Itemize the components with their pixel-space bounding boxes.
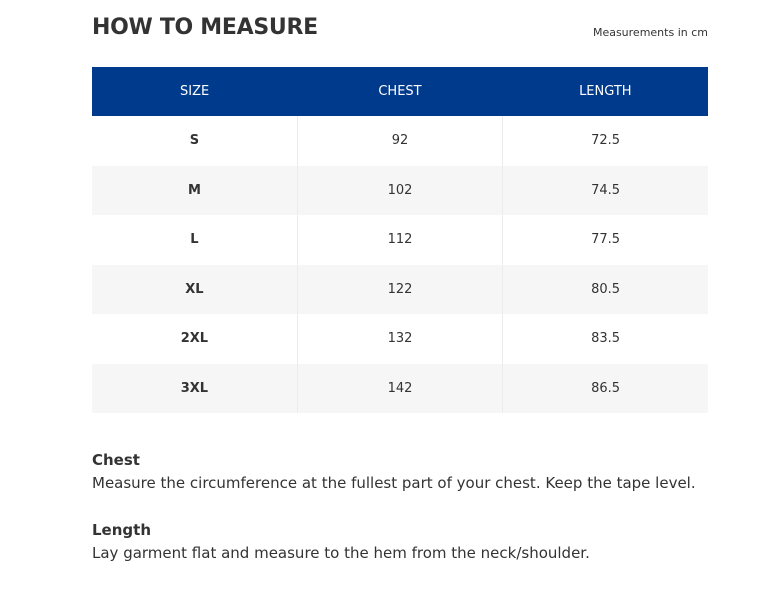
length-cell: 80.5 xyxy=(503,265,708,315)
size-cell: L xyxy=(92,215,297,265)
size-cell: 2XL xyxy=(92,314,297,364)
table-row xyxy=(92,364,708,414)
table-header-row xyxy=(92,67,708,116)
chest-guide xyxy=(92,450,708,494)
table-row xyxy=(92,265,708,315)
units-note: Measurements in cm xyxy=(592,26,708,39)
length-cell: 72.5 xyxy=(591,133,621,149)
chest-guide-title: Chest xyxy=(92,451,140,469)
column-header-chest: CHEST xyxy=(297,67,502,116)
length-guide-title: Length xyxy=(92,521,151,539)
size-cell: S xyxy=(92,116,297,166)
length-guide xyxy=(92,520,708,564)
table-row xyxy=(92,116,708,166)
table-row xyxy=(92,215,708,265)
page-title: HOW TO MEASURE xyxy=(92,15,318,40)
chest-cell: 92 xyxy=(297,116,502,166)
length-cell: 77.5 xyxy=(591,232,621,248)
chest-cell: 112 xyxy=(297,215,502,265)
size-cell: M xyxy=(92,166,297,216)
size-cell: XL xyxy=(92,265,297,315)
chest-cell: 102 xyxy=(297,166,502,216)
chest-cell: 122 xyxy=(297,265,502,315)
table-row xyxy=(92,166,708,216)
chest-cell: 132 xyxy=(297,314,502,364)
column-header-length: LENGTH xyxy=(503,67,708,116)
size-chart-table xyxy=(92,67,708,413)
size-cell: 3XL xyxy=(92,364,297,414)
length-cell: 83.5 xyxy=(591,331,621,347)
length-guide-text: Lay garment flat and measure to the hem from the neck/shoulder. xyxy=(92,544,590,562)
chest-cell: 142 xyxy=(297,364,502,414)
table-row xyxy=(92,314,708,364)
length-cell: 86.5 xyxy=(503,364,708,414)
column-header-size: SIZE xyxy=(92,67,297,116)
chest-guide-text: Measure the circumference at the fullest part of your chest. Keep the tape level. xyxy=(92,474,696,492)
length-cell: 74.5 xyxy=(503,166,708,216)
